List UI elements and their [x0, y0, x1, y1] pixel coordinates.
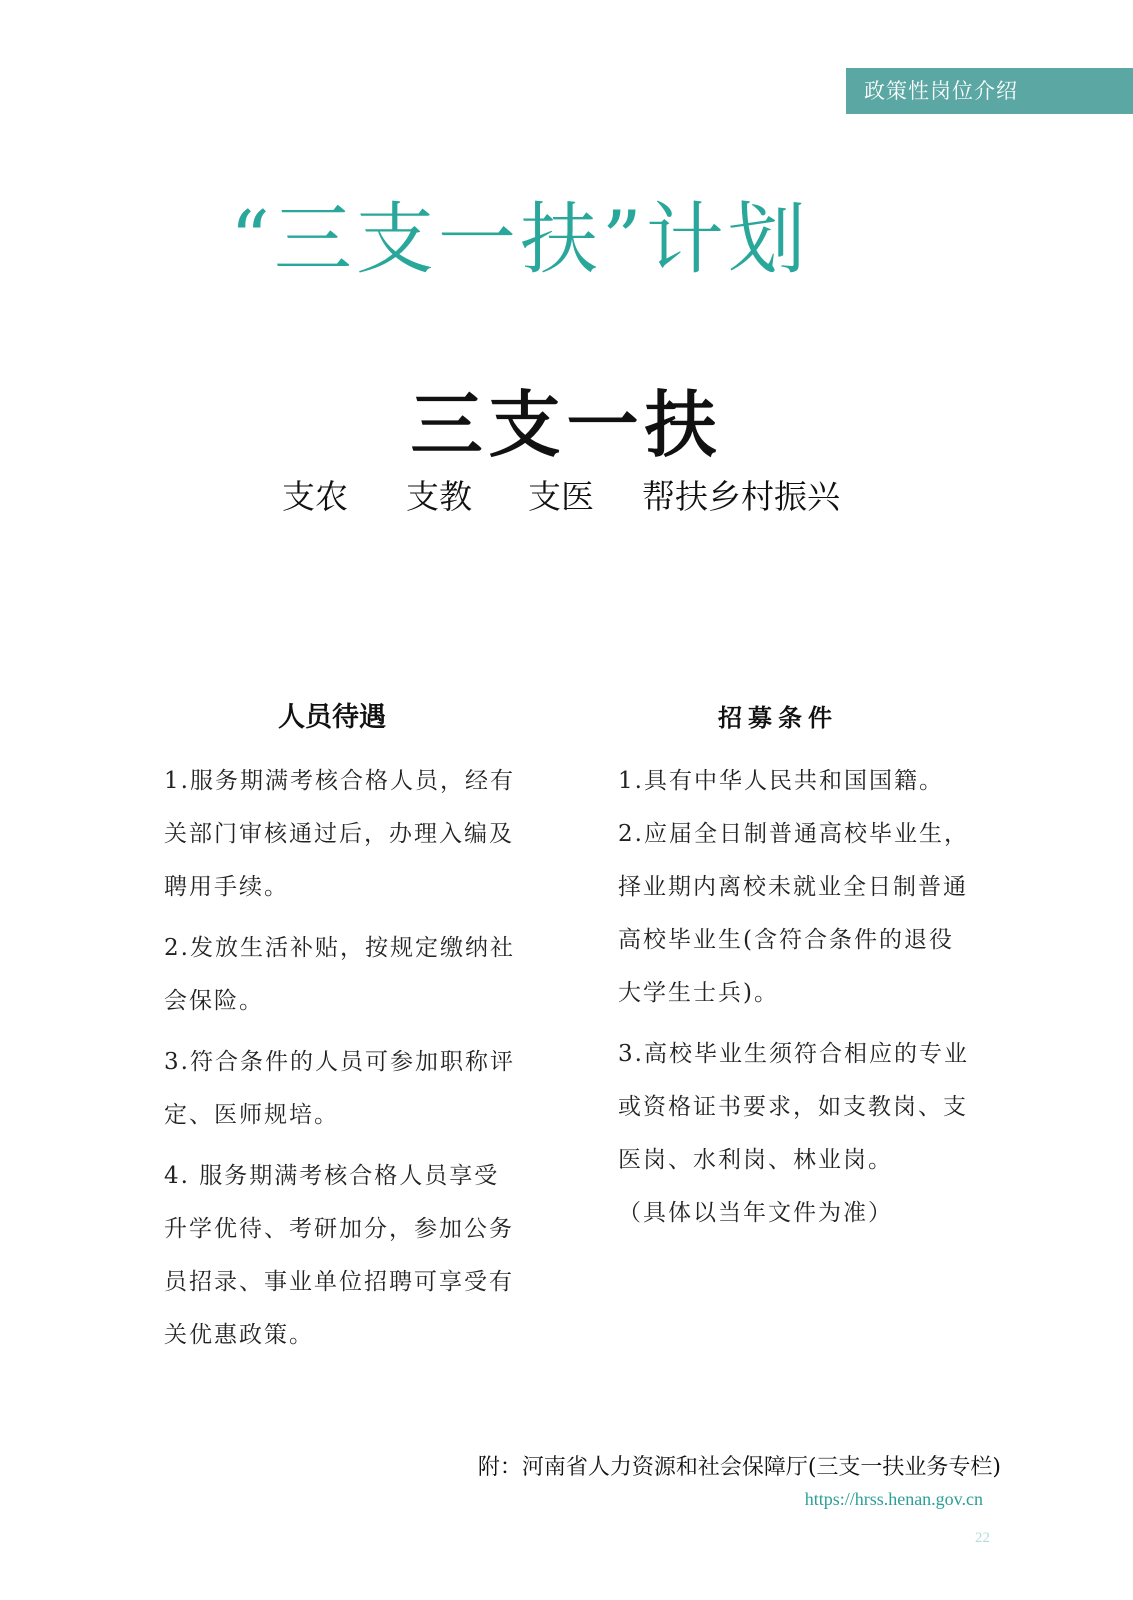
- list-item: 3.高校毕业生须符合相应的专业或资格证书要求，如支教岗、支医岗、水利岗、林业岗。: [618, 1041, 969, 1173]
- hero-item-agriculture: 支农: [282, 477, 348, 516]
- hero-item-rural: 帮扶乡村振兴: [642, 477, 840, 516]
- list-item: 2.应届全日制普通高校毕业生，择业期内离校未就业全日制普通高校毕业生(含符合条件的退役大学生士兵)。: [618, 821, 969, 1006]
- list-item: 3.符合条件的人员可参加职称评定、医师规培。: [164, 1049, 515, 1128]
- requirements-heading: 招募条件: [718, 704, 838, 732]
- footer-url[interactable]: https://hrss.henan.gov.cn: [804, 1489, 983, 1509]
- benefits-list: [164, 755, 522, 1370]
- list-item: 1.服务期满考核合格人员，经有关部门审核通过后，办理入编及聘用手续。: [164, 768, 515, 900]
- list-item: 4. 服务期满考核合格人员享受升学优待、考研加分，参加公务员招录、事业单位招聘可享受有关优惠政策。: [164, 1163, 514, 1348]
- section-tag: 政策性岗位介绍: [846, 68, 1133, 114]
- page-title: “三支一扶”计划: [230, 195, 810, 285]
- list-item: 1.具有中华人民共和国国籍。: [618, 768, 944, 794]
- hero-item-education: 支教: [406, 477, 472, 516]
- requirements-list: [618, 755, 978, 1248]
- hero-item-medical: 支医: [528, 477, 594, 516]
- hero-title: 三支一扶: [410, 382, 723, 467]
- benefits-heading: 人员待遇: [278, 702, 386, 733]
- footer-note: 附：河南省人力资源和社会保障厅(三支一扶业务专栏): [477, 1455, 1001, 1480]
- list-item: （具体以当年文件为准）: [618, 1200, 893, 1226]
- page-number: 22: [975, 1530, 990, 1546]
- list-item: 2.发放生活补贴，按规定缴纳社会保险。: [164, 935, 515, 1014]
